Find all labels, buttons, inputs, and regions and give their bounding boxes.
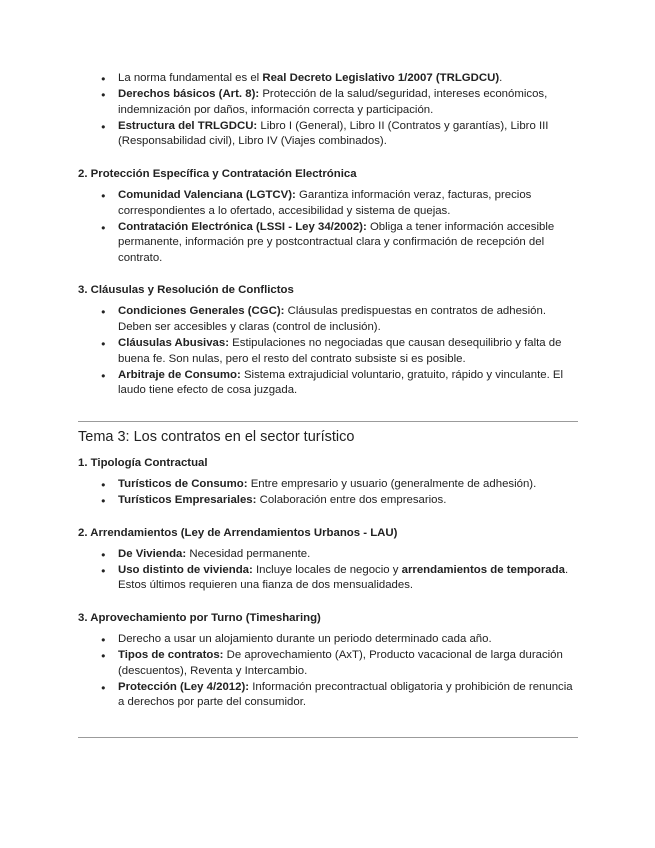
list-item: ● Derecho a usar un alojamiento durante un periodo determinado cada año. — [78, 632, 578, 648]
list-item: ● Comunidad Valenciana (LGTCV): Garantiza información veraz, facturas, precios correspondientes a lo ofertado, accesibilidad y sistema de quejas. — [78, 188, 578, 219]
list-item: ● Turísticos de Consumo: Entre empresario y usuario (generalmente de adhesión). — [78, 477, 578, 493]
list-item: ● La norma fundamental es el Real Decreto Legislativo 1/2007 (TRLGDCU). — [78, 71, 578, 87]
list-item: ● De Vivienda: Necesidad permanente. — [78, 547, 578, 563]
list-item: ● Condiciones Generales (CGC): Cláusulas predispuestas en contratos de adhesión. Deben ser accesibles y claras (control de inclusión). — [78, 304, 578, 335]
section-list — [78, 547, 578, 594]
list-item: ● Uso distinto de vivienda: Incluye locales de negocio y arrendamientos de temporada. Estos últimos requieren una fianza de dos mensualidades. — [78, 563, 578, 594]
list-item: ● Contratación Electrónica (LSSI - Ley 34/2002): Obliga a tener información accesible permanente, información pre y postcontractual clara y confirmación de recepción del contrato. — [78, 220, 578, 267]
section-divider — [78, 737, 578, 738]
list-item: ● Arbitraje de Consumo: Sistema extrajudicial voluntario, gratuito, rápido y vinculante. El laudo tiene efecto de cosa juzgada. — [78, 368, 578, 399]
section-list — [78, 188, 578, 266]
section-heading: 1. Tipología Contractual — [78, 457, 208, 469]
section-list — [78, 304, 578, 399]
section-heading: 2. Protección Específica y Contratación Electrónica — [78, 167, 357, 180]
list-item: ● Derechos básicos (Art. 8): Protección de la salud/seguridad, intereses económicos, indemnización por daños, información correcta y participación. — [78, 87, 578, 118]
section-list — [78, 632, 578, 711]
page-title: Tema 3: Los contratos en el sector turístico — [78, 429, 355, 445]
list-item: ● Turísticos Empresariales: Colaboración entre dos empresarios. — [78, 493, 578, 509]
list-item: ● Protección (Ley 4/2012): Información precontractual obligatoria y prohibición de renuncia a derechos por parte del consumidor. — [78, 680, 578, 711]
section-heading: 3. Cláusulas y Resolución de Conflictos — [78, 284, 294, 297]
section-divider — [78, 421, 578, 422]
section-heading: 2. Arrendamientos (Ley de Arrendamientos Urbanos - LAU) — [78, 526, 398, 539]
section-heading: 3. Aprovechamiento por Turno (Timesharing) — [78, 611, 321, 624]
document-content — [78, 71, 578, 738]
section-list — [78, 477, 578, 509]
list-item: ● Tipos de contratos: De aprovechamiento (AxT), Producto vacacional de larga duración (descuentos), Reventa y Intercambio. — [78, 648, 578, 679]
list-item: ● Estructura del TRLGDCU: Libro I (General), Libro II (Contratos y garantías), Libro III (Responsabilidad civil), Libro IV (Viajes combinados). — [78, 119, 578, 150]
intro-list — [78, 71, 578, 150]
list-item: ● Cláusulas Abusivas: Estipulaciones no negociadas que causan desequilibrio y falta de buena fe. Son nulas, pero el resto del contrato subsiste si es posible. — [78, 336, 578, 367]
